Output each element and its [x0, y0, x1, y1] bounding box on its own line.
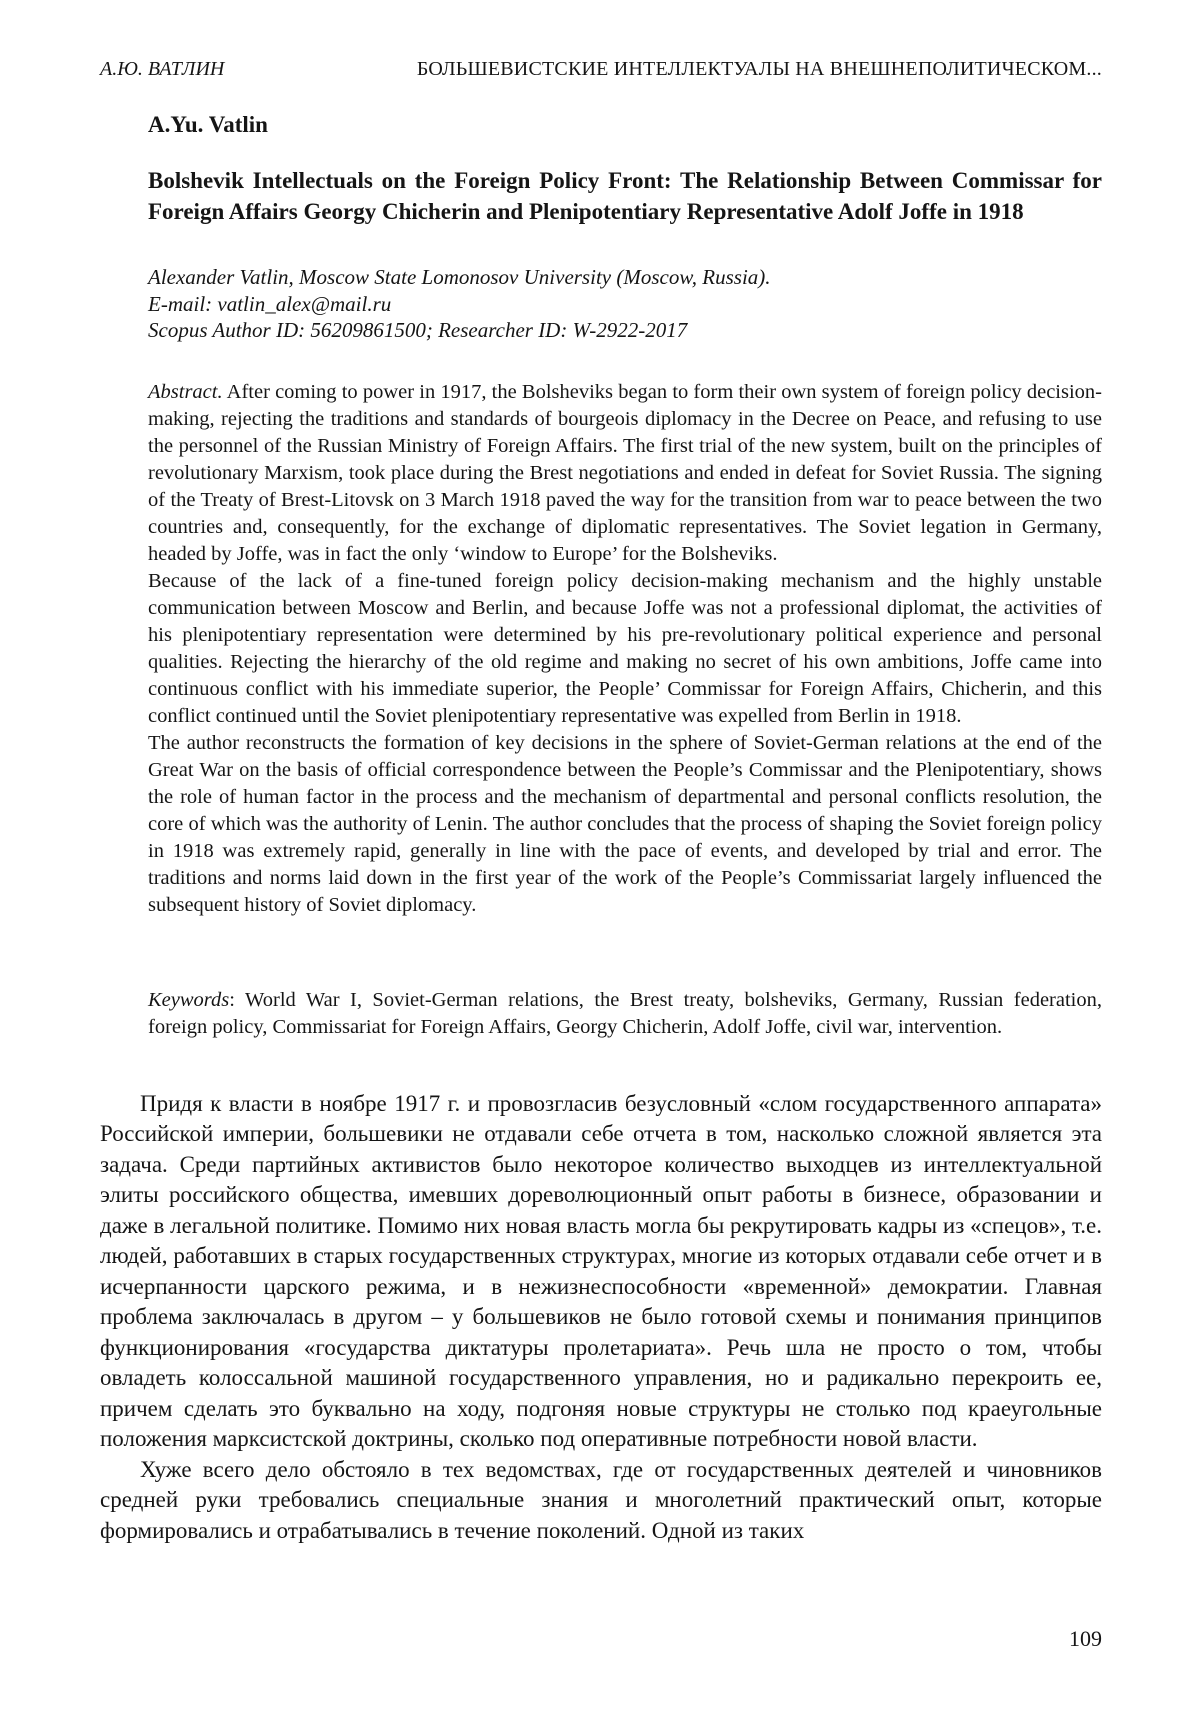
abstract-paragraph: The author reconstructs the formation of key decisions in the sphere of Soviet-German relations at the end of the Great War on the basis of official correspondence between the People’s Commissar and the Plenipotentiary, shows the role of human factor in the process and the mechanism of departmental and personal conflicts resolution, the core of which was the authority of Lenin. The author concludes that the process of shaping the Soviet foreign policy in 1918 was extremely rapid, generally in line with the pace of events, and developed by trial and error. The traditions and norms laid down in the first year of the work of the People’s Commissariat largely influenced the subsequent history of Soviet diplomacy. — [148, 731, 1102, 916]
running-head-title: БОЛЬШЕВИСТСКИЕ ИНТЕЛЛЕКТУАЛЫ НА ВНЕШНЕПОЛИТИЧЕСКОМ... — [416, 58, 1102, 80]
article-title: Bolshevik Intellectuals on the Foreign Policy Front: The Relationship Between Commissar for Foreign Affairs Georgy Chicherin and Plenipotentiary Representative Adolf Joffe in 1918 — [148, 168, 1102, 224]
article-author: A.Yu. Vatlin — [148, 112, 268, 137]
abstract-label: Abstract. — [148, 380, 223, 403]
keywords-text: : World War I, Soviet-German relations, the Brest treaty, bolsheviks, Germany, Russian federation, foreign policy, Commissariat for Foreign Affairs, Georgy Chicherin, Adolf Joffe, civil war, intervention. — [148, 988, 1102, 1038]
author-email: E-mail: vatlin_alex@mail.ru — [148, 291, 392, 316]
running-head — [100, 58, 1102, 81]
keywords-label: Keywords — [148, 988, 230, 1011]
keywords-section — [148, 987, 1102, 1041]
running-head-author: А.Ю. ВАТЛИН — [100, 58, 225, 80]
page-number: 109 — [1069, 1626, 1102, 1651]
abstract-section — [148, 379, 1102, 919]
body-paragraph: Хуже всего дело обстояло в тех ведомствах, где от государственных деятелей и чиновников средней руки требовались специальные знания и многолетний практический опыт, которые формировались и отрабатывались в течение поколений. Одной из таких — [100, 1456, 1102, 1543]
abstract-text: After coming to power in 1917, the Bolsheviks began to form their own system of foreign policy decision-making, rejecting the traditions and standards of bourgeois diplomacy in the Decree on Peace, and refusing to use the personnel of the Russian Ministry of Foreign Affairs. The first trial of the new system, built on the principles of revolutionary Marxism, took place during the Brest negotiations and ended in defeat for Soviet Russia. The signing of the Treaty of Brest-Litovsk on 3 March 1918 paved the way for the transition from war to peace between the two countries and, consequently, for the exchange of diplomatic representatives. The Soviet legation in Germany, headed by Joffe, was in fact the only ‘window to Europe’ for the Bolsheviks. — [148, 380, 1102, 565]
english-block — [148, 112, 1102, 1041]
body-paragraph: Придя к власти в ноябре 1917 г. и провозгласив безусловный «слом государственного аппарата» Российской империи, большевики не отдавали себе отчета в том, насколько сложной является эта задача. Среди партийных активистов было некоторое количество выходцев из интеллектуальной элиты российского общества, имевших дореволюционный опыт работы в бизнесе, образовании и даже в легальной политике. Помимо них новая власть могла бы рекрутировать кадры из «спецов», т.е. людей, работавших в старых государственных структурах, многие из которых отдавали себе отчет и в исчерпанности царского режима, и в нежизнеспособности «временной» демократии. Главная проблема заключалась в другом – у большевиков не было готовой схемы и понимания принципов функционирования «государства диктатуры пролетариата». Речь шла не просто о том, чтобы овладеть колоссальной машиной государственного управления, но и радикально перекроить ее, причем сделать это буквально на ходу, подгоняя новые структуры не столько под краеугольные положения марксистской доктрины, сколько под оперативные потребности новой власти. — [100, 1090, 1102, 1451]
abstract-paragraph: Because of the lack of a fine-tuned foreign policy decision-making mechanism and the highly unstable communication between Moscow and Berlin, and because Joffe was not a professional diplomat, the activities of his plenipotentiary representation were determined by his pre-revolutionary political experience and personal qualities. Rejecting the hierarchy of the old regime and making no secret of his own ambitions, Joffe came into continuous conflict with his immediate superior, the People’ Commissar for Foreign Affairs, Chicherin, and this conflict continued until the Soviet plenipotentiary representative was expelled from Berlin in 1918. — [148, 569, 1102, 727]
abstract-paragraph — [148, 379, 1102, 568]
author-info — [148, 264, 1102, 344]
russian-body — [100, 1089, 1102, 1547]
author-affiliation: Alexander Vatlin, Moscow State Lomonosov University (Moscow, Russia). — [148, 265, 771, 289]
author-ids: Scopus Author ID: 56209861500; Researcher ID: W-2922-2017 — [148, 318, 688, 342]
keywords-paragraph — [148, 987, 1102, 1041]
